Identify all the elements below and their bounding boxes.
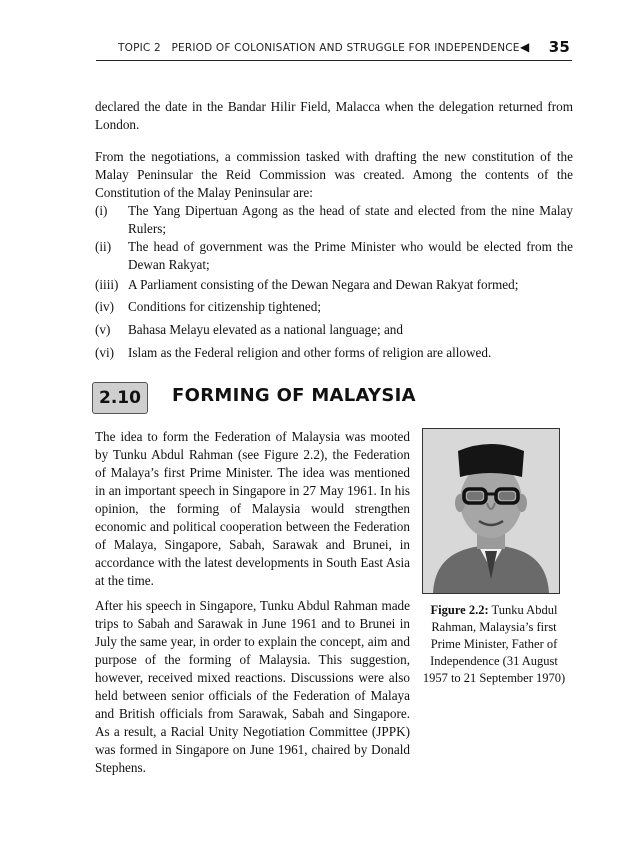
list-item-number: (ii) <box>95 239 112 254</box>
list-item-text: Islam as the Federal religion and other forms of religion are allowed. <box>128 345 492 360</box>
list-item-number: (vi) <box>95 345 115 360</box>
list-item-text: Conditions for citizenship tightened; <box>128 299 322 314</box>
list-item-text: A Parliament consisting of the Dewan Negara and Dewan Rakyat formed; <box>128 277 519 292</box>
figure-label: Figure 2.2: <box>430 603 489 617</box>
list-item-text: The Yang Dipertuan Agong as the head of state and elected from the nine Malay Rulers; <box>128 203 573 236</box>
paragraph-intro: declared the date in the Bandar Hilir Field, Malacca when the delegation returned from London. <box>95 99 573 132</box>
section-heading <box>92 382 512 414</box>
page-header <box>96 38 572 61</box>
page-number: 35 <box>548 38 570 56</box>
list-item-number: (iv) <box>95 299 115 314</box>
list-item-text: Bahasa Melayu elevated as a national language; and <box>128 322 403 337</box>
header-topic: TOPIC 2 PERIOD OF COLONISATION AND STRUGGLE FOR INDEPENDENCE <box>118 42 520 54</box>
list-item-number: (v) <box>95 322 111 337</box>
header-arrow-icon: ◀ <box>520 40 530 54</box>
portrait-photo <box>422 428 560 594</box>
section-title: FORMING OF MALAYSIA <box>172 385 416 406</box>
section-number: 2.10 <box>92 382 148 414</box>
figure-caption <box>420 602 568 687</box>
portrait-image <box>423 429 559 593</box>
list-item-text: The head of government was the Prime Minister who would be elected from the Dewan Rakyat; <box>128 239 573 272</box>
paragraph-trips: After his speech in Singapore, Tunku Abdul Rahman made trips to Sabah and Sarawak in June 1961 and to Brunei in July the same year, in order to explain the concept, aim and purpose of the forming of Malaysia. This suggestion, however, received mixed reactions. Discussions were also held between senior officials of the Federation of Malaya and British officials from Sarawak, Sabah and Singapore. As a result, a Racial Unity Negotiation Committee (JPPK) was formed in Singapore on June 1961, chaired by Donald Stephens. <box>95 598 410 775</box>
paragraph-reid-commission: From the negotiations, a commission tasked with drafting the new constitution of the Malay Peninsular the Reid Commission was created. Among the contents of the Constitution of the Malay Peninsular are: <box>95 149 573 200</box>
figure-caption-text: Tunku Abdul Rahman, Malaysia’s first Prime Minister, Father of Independence (31 August 1957 to 21 September 1970) <box>422 603 566 685</box>
list-item-number: (iiii) <box>95 277 119 292</box>
list-item-number: (i) <box>95 203 108 218</box>
paragraph-forming-idea: The idea to form the Federation of Malaysia was mooted by Tunku Abdul Rahman (see Figure 2.2), the Federation of Malaya’s first Prime Minister. The idea was mentioned in an important speech in Singapore in 27 May 1961. In his opinion, the forming of Malaysia would strengthen economic and political cooperation between the Federation of Malaya, Singapore, Sabah, Sarawak and Brunei, in accordance with the latest developments in South East Asia at the time. <box>95 429 410 588</box>
